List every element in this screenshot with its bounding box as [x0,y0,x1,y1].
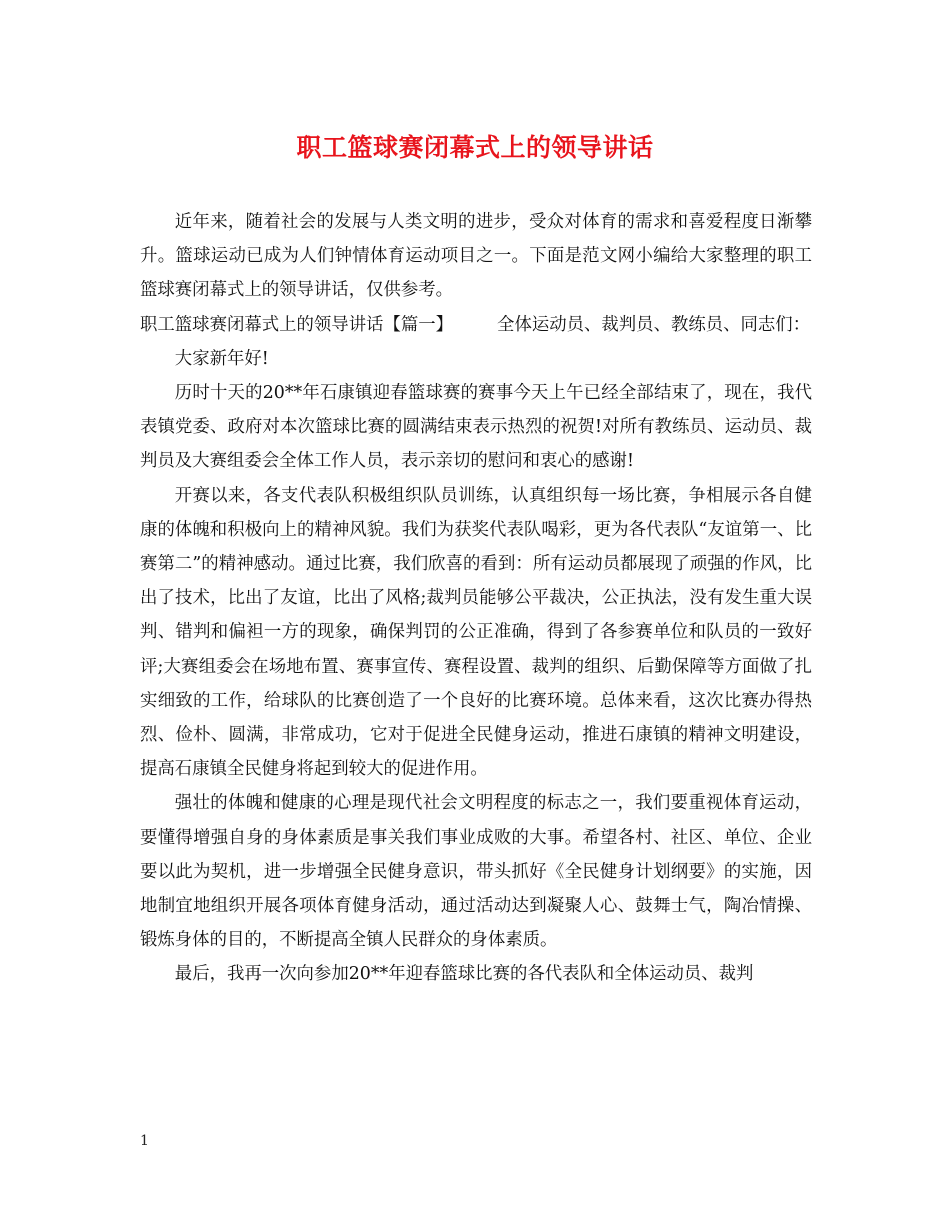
document-body [140,205,812,992]
greeting: 大家新年好! [174,348,269,369]
section-heading: 职工篮球赛闭幕式上的领导讲话【篇一】 [140,314,454,335]
body-paragraph-3: 强壮的体魄和健康的心理是现代社会文明程度的标志之一，我们要重视体育运动，要懂得增强自身的身体素质是事关我们事业成败的大事。希望各村、社区、单位、企业要以此为契机，进一步增强全民健身意识，带头抓好《全民健身计划纲要》的实施，因地制宜地组织开展各项体育健身活动，通过活动达到凝聚人心、鼓舞士气，陶冶情操、锻炼身体的目的，不断提高全镇人民群众的身体素质。 [140,793,812,951]
body-paragraph-2: 开赛以来，各支代表队积极组织队员训练，认真组织每一场比赛，争相展示各自健康的体魄和积极向上的精神风貌。我们为获奖代表队喝彩，更为各代表队“友谊第一、比赛第二”的精神感动。通过比赛，我们欣喜的看到：所有运动员都展现了顽强的作风，比出了技术，比出了友谊，比出了风格;裁判员能够公平裁决，公正执法，没有发生重大误判、错判和偏袒一方的现象，确保判罚的公正准确，得到了各参赛单位和队员的一致好评;大赛组委会在场地布置、赛事宣传、赛程设置、裁判的组织、后勤保障等方面做了扎实细致的工作，给球队的比赛创造了一个良好的比赛环境。总体来看，这次比赛办得热烈、俭朴、圆满，非常成功，它对于促进全民健身运动，推进石康镇的精神文明建设，提高石康镇全民健身将起到较大的促进作用。 [140,485,812,780]
intro-paragraph: 近年来，随着社会的发展与人类文明的进步，受众对体育的需求和喜爱程度日渐攀升。篮球运动已成为人们钟情体育运动项目之一。下面是范文网小编给大家整理的职工篮球赛闭幕式上的领导讲话，仅供参考。 [140,212,812,301]
section-heading-line [140,308,812,342]
page-number: 1 [140,1133,149,1149]
body-paragraph-4: 最后，我再一次向参加20**年迎春篮球比赛的各代表队和全体运动员、裁判 [174,964,754,985]
salutation: 全体运动员、裁判员、教练员、同志们： [497,314,811,335]
document-title: 职工篮球赛闭幕式上的领导讲话 [296,133,654,162]
body-paragraph-1: 历时十天的20**年石康镇迎春篮球赛的赛事今天上午已经全部结束了，现在，我代表镇党委、政府对本次篮球比赛的圆满结束表示热烈的祝贺!对所有教练员、运动员、裁判员及大赛组委会全体工作人员，表示亲切的慰问和衷心的感谢! [140,383,812,472]
